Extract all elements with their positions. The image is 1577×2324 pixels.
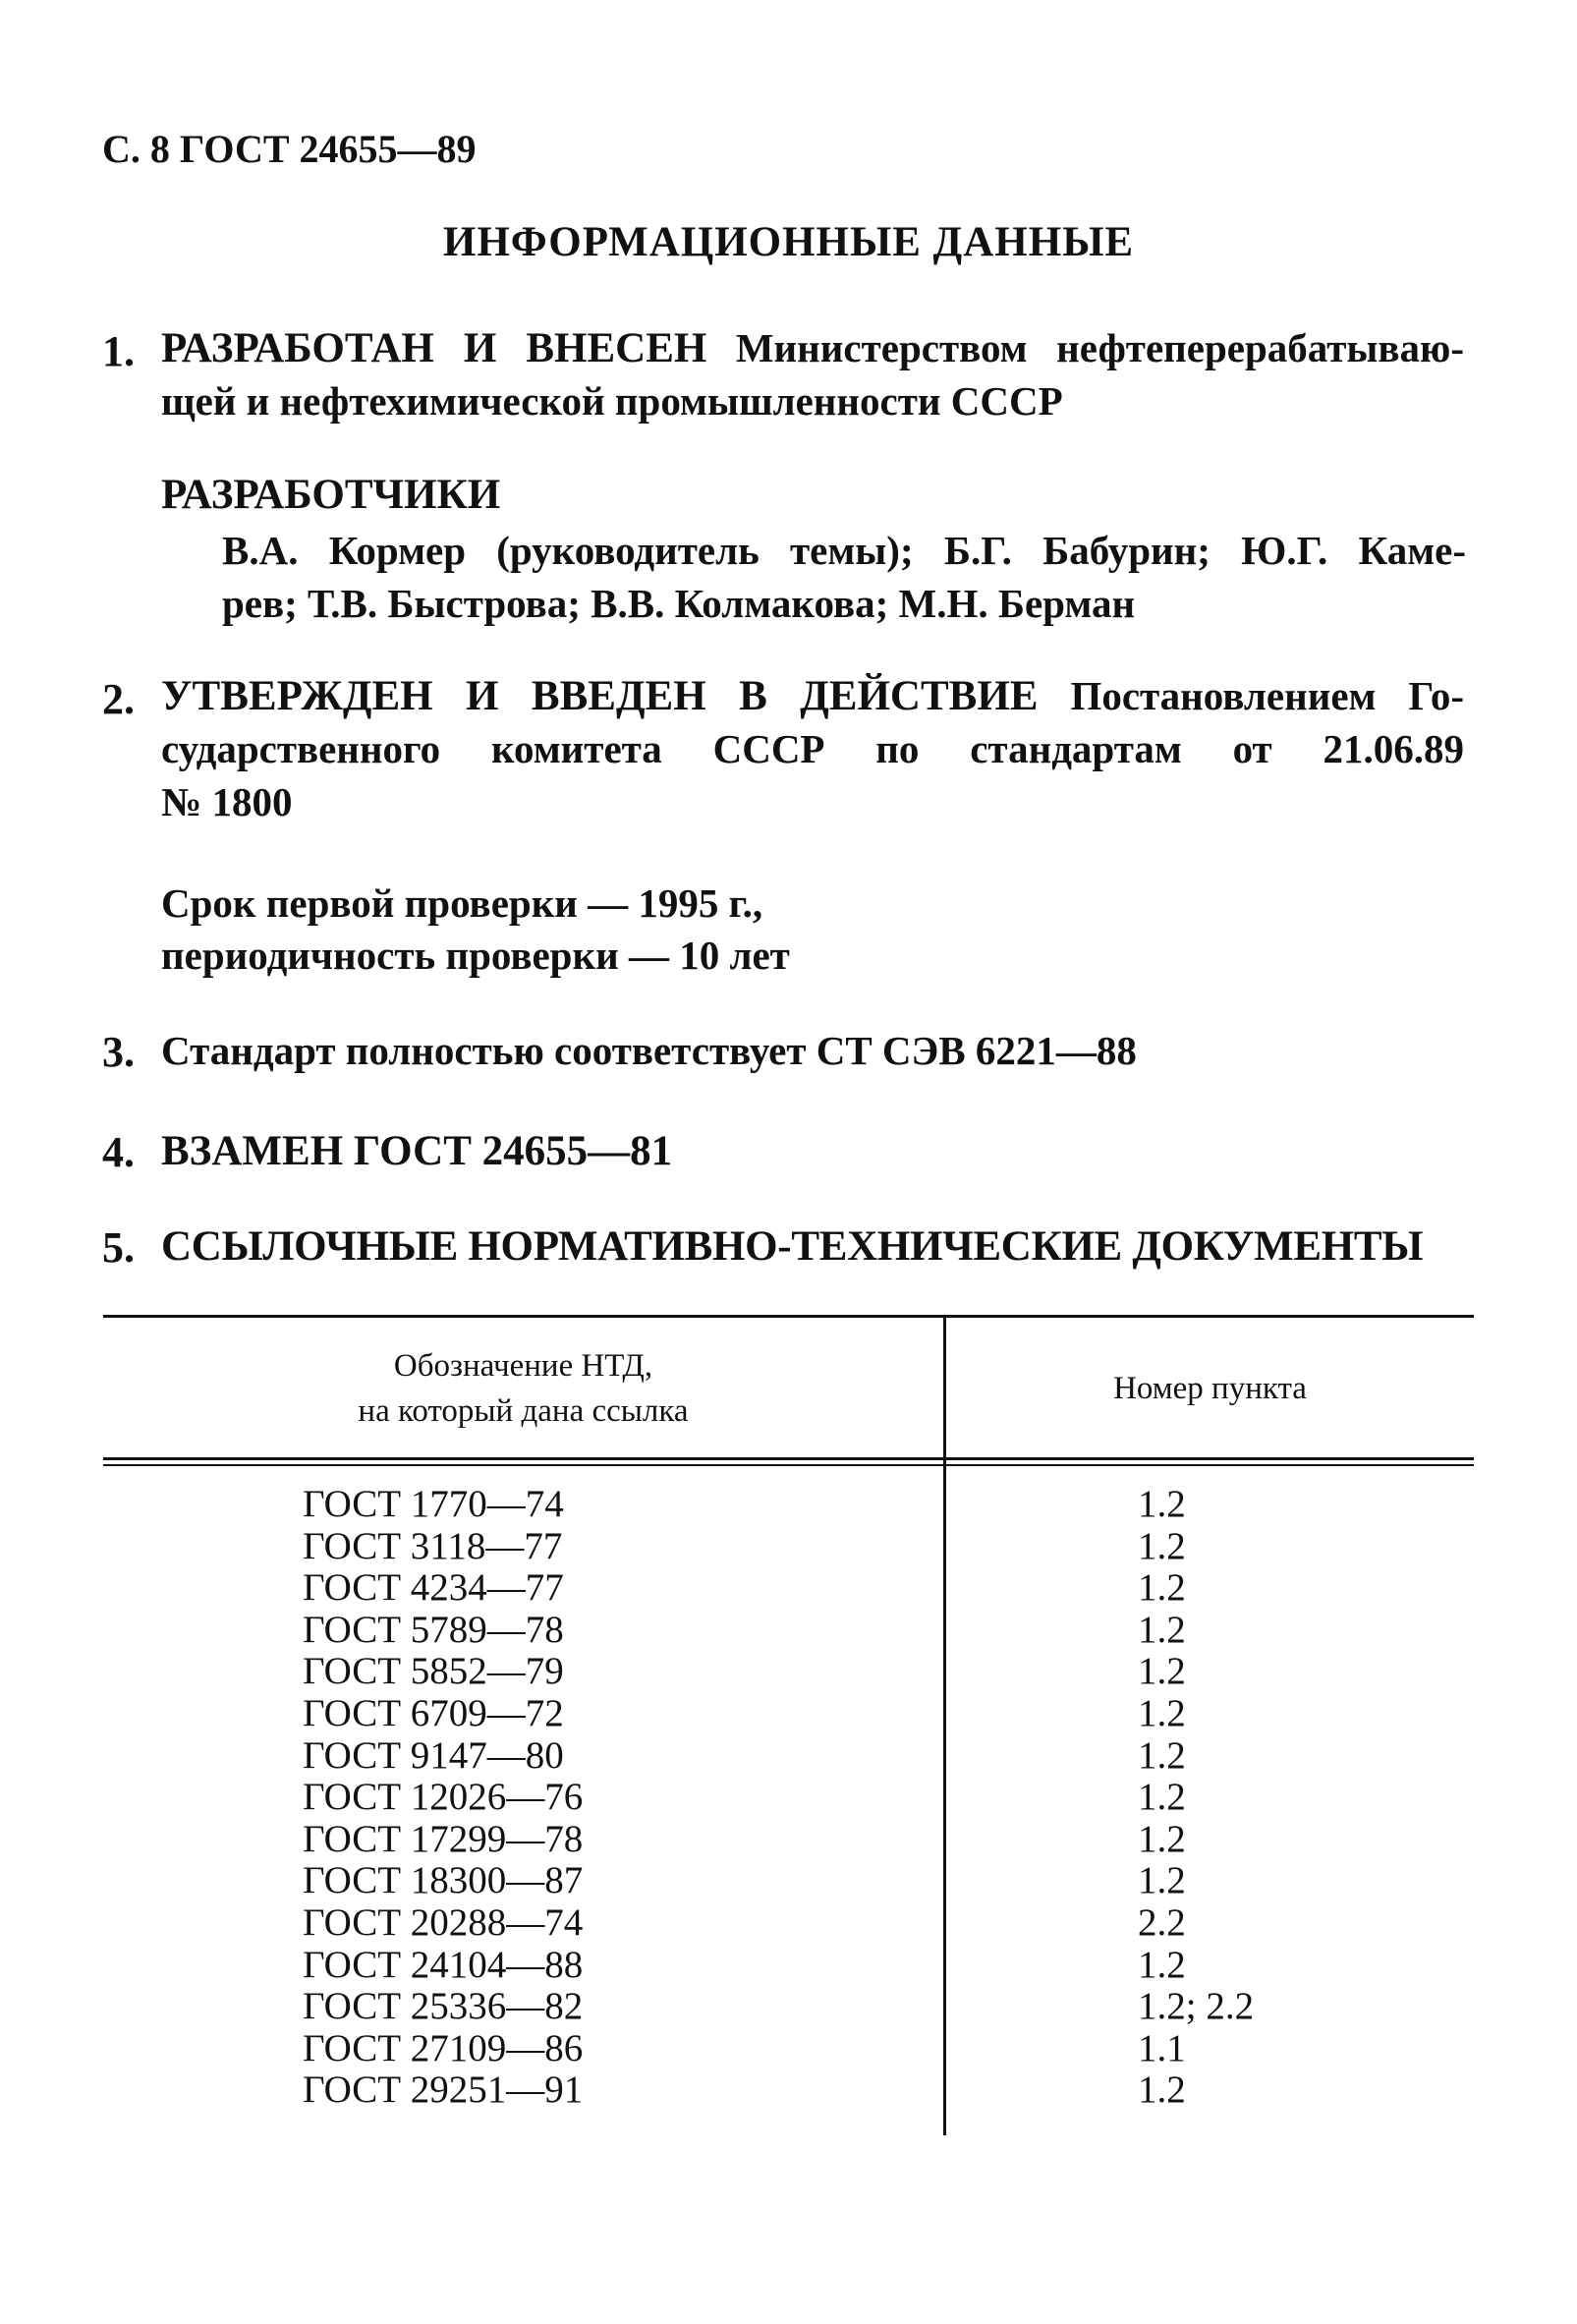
section-1-lead: РАЗРАБОТАН И ВНЕСЕН [161, 325, 707, 371]
table-row-doc: ГОСТ 29251—91 [303, 2069, 584, 2111]
section-3-number: 3. [102, 1028, 135, 1076]
table-column-divider [943, 1315, 946, 2135]
section-2-lead: УТВЕРЖДЕН И ВВЕДЕН В ДЕЙСТВИЕ [161, 673, 1039, 719]
table-row-doc: ГОСТ 6709—72 [303, 1692, 564, 1734]
table-row-doc: ГОСТ 18300—87 [303, 1859, 584, 1901]
table-row-doc: ГОСТ 24104—88 [303, 1944, 584, 1986]
developers-title: РАЗРАБОТЧИКИ [161, 472, 501, 518]
section-2-text [161, 672, 1464, 825]
table-row-item: 1.2 [1138, 1734, 1186, 1777]
table-header-designation [103, 1343, 943, 1434]
table-row-item: 1.2 [1138, 1525, 1186, 1567]
table-row-doc: ГОСТ 17299—78 [303, 1818, 584, 1860]
table-header-rule [103, 1457, 1474, 1460]
table-top-rule [103, 1315, 1474, 1318]
table-row-doc: ГОСТ 1770—74 [303, 1483, 564, 1525]
section-2-line-1 [161, 672, 1464, 725]
section-1-line-2: щей и нефтехимической промышленности СССР [161, 378, 1063, 424]
table-row-doc: ГОСТ 27109—86 [303, 2027, 584, 2069]
check-period-line-1: Срок первой проверки — 1995 г., [161, 880, 763, 926]
section-5-number: 5. [102, 1223, 135, 1272]
table-row-doc: ГОСТ 5852—79 [303, 1650, 564, 1692]
table-row-doc: ГОСТ 9147—80 [303, 1734, 564, 1777]
table-row-item: 2.2 [1138, 1901, 1186, 1944]
table-header-item-number: Номер пункта [1113, 1371, 1307, 1406]
section-2-text-line-1: Постановлением Го- [1070, 673, 1465, 718]
developers-list [222, 527, 1466, 627]
section-1-line-1 [161, 324, 1464, 377]
table-row-item: 1.2; 2.2 [1138, 1985, 1255, 2027]
table-row-item: 1.2 [1138, 1776, 1186, 1818]
page-title: ИНФОРМАЦИОННЫЕ ДАННЫЕ [442, 219, 1135, 265]
developers-line-1: В.А. Кормер (руководитель темы); Б.Г. Бабурин; Ю.Г. Каме- [222, 528, 1466, 573]
table-row-doc: ГОСТ 4234—77 [303, 1566, 564, 1609]
table-row-item: 1.2 [1138, 1609, 1186, 1651]
section-4-text: ВЗАМЕН ГОСТ 24655—81 [161, 1128, 673, 1174]
developers-line-2: рев; Т.В. Быстрова; В.В. Колмакова; М.Н. Берман [222, 581, 1136, 626]
table-row-item: 1.2 [1138, 1483, 1186, 1525]
table-header-rule-2 [103, 1464, 1474, 1466]
page-header: С. 8 ГОСТ 24655—89 [102, 127, 477, 171]
section-1-number: 1. [102, 327, 135, 375]
table-row-item: 1.2 [1138, 1566, 1186, 1609]
table-row-item: 1.2 [1138, 1944, 1186, 1986]
table-row-item: 1.2 [1138, 1692, 1186, 1734]
section-3-text: Стандарт полностью соответствует СТ СЭВ 6221—88 [161, 1028, 1137, 1073]
table-header-designation-line-2: на который дана ссылка [358, 1393, 689, 1429]
table-row-item: 1.1 [1138, 2027, 1186, 2069]
table-row-item: 1.2 [1138, 1818, 1186, 1860]
table-row-doc: ГОСТ 20288—74 [303, 1901, 584, 1944]
table-row-doc: ГОСТ 12026—76 [303, 1776, 584, 1818]
table-row-item: 1.2 [1138, 1859, 1186, 1901]
table-row-doc: ГОСТ 3118—77 [303, 1525, 563, 1567]
table-row-doc: ГОСТ 25336—82 [303, 1985, 584, 2027]
table-row-item: 1.2 [1138, 2069, 1186, 2111]
section-2-line-2: сударственного комитета СССР по стандартам от 21.06.89 [161, 726, 1464, 771]
table-row-doc: ГОСТ 5789—78 [303, 1609, 564, 1651]
check-period-line-2: периодичность проверки — 10 лет [161, 933, 790, 978]
section-1-text-line-1: Министерством нефтеперерабатываю- [735, 325, 1464, 370]
table-header-designation-line-1: Обозначение НТД, [393, 1348, 653, 1384]
table-row-item: 1.2 [1138, 1650, 1186, 1692]
section-4-number: 4. [102, 1128, 135, 1176]
section-5-text: ССЫЛОЧНЫЕ НОРМАТИВНО-ТЕХНИЧЕСКИЕ ДОКУМЕНТЫ [161, 1223, 1424, 1270]
section-2-number: 2. [102, 675, 135, 723]
section-2-line-3: № 1800 [161, 779, 293, 824]
section-1-text [161, 324, 1464, 425]
